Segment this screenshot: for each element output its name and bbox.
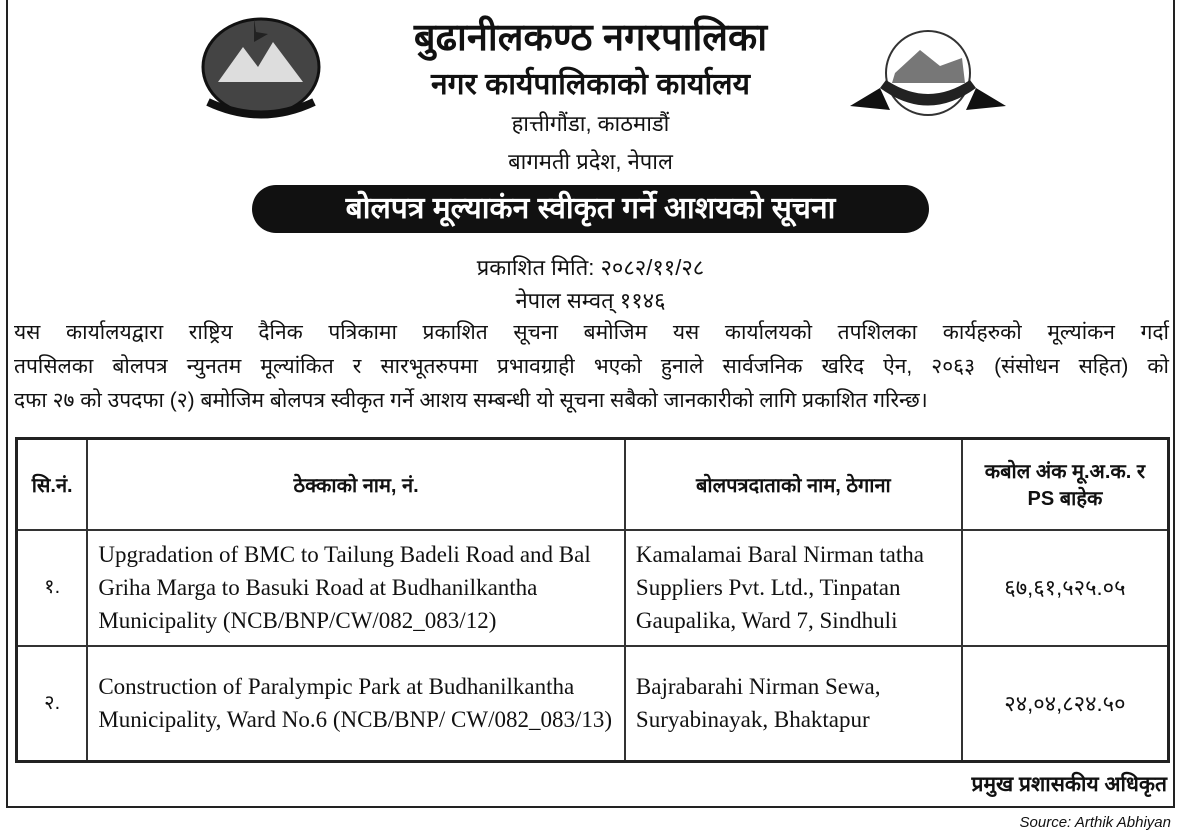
cell-sn: १. xyxy=(17,530,88,646)
bid-table xyxy=(15,437,1170,763)
cell-amount: ६७,६१,५२५.०५ xyxy=(962,530,1169,646)
cell-amount: २४,०४,८२४.५० xyxy=(962,646,1169,762)
source-credit: Source: Arthik Abhiyan xyxy=(1019,814,1171,831)
municipality-name: बुढानीलकण्ठ नगरपालिका xyxy=(413,17,768,59)
cell-sn: २. xyxy=(17,646,88,762)
table-row xyxy=(17,530,1169,646)
header-contract: ठेक्काको नाम, नं. xyxy=(87,439,625,530)
header-amount: कबोल अंक मू.अ.क. र PS बाहेक xyxy=(962,439,1169,530)
header-bidder: बोलपत्रदाताको नाम, ठेगाना xyxy=(625,439,962,530)
paragraph-line: यस कार्यालयद्वारा राष्ट्रिय दैनिक पत्रिकामा प्रकाशित सूचना बमोजिम यस कार्यालयको तपशिलका कार्यहरुको मूल्यांकन गर्दा xyxy=(14,321,1169,344)
cell-bidder: Kamalamai Baral Nirman tatha Suppliers Pvt. Ltd., Tinpatan Gaupalika, Ward 7, Sindhuli xyxy=(625,530,962,646)
cell-contract: Construction of Paralympic Park at Budhanilkantha Municipality, Ward No.6 (NCB/BNP/ CW/082_083/13) xyxy=(87,646,625,762)
address-line-1: हात्तीगौंडा, काठमाडौं xyxy=(511,111,670,136)
cell-contract: Upgradation of BMC to Tailung Badeli Road and Bal Griha Marga to Basuki Road at Budhanilkantha Municipality (NCB/BNP/CW/082_083/12) xyxy=(87,530,625,646)
header-sn: सि.नं. xyxy=(17,439,88,530)
cell-bidder: Bajrabarahi Nirman Sewa, Suryabinayak, Bhaktapur xyxy=(625,646,962,762)
office-name: नगर कार्यपालिकाको कार्यालय xyxy=(431,68,750,101)
table-header-row xyxy=(17,439,1169,530)
paragraph-line: दफा २७ को उपदफा (२) बमोजिम बोलपत्र स्वीकृत गर्ने आशय सम्बन्धी यो सूचना सबैको जानकारीको लागि प्रकाशित गरिन्छ। xyxy=(14,389,928,412)
nepal-sambat: नेपाल सम्वत् ११४६ xyxy=(515,288,666,313)
published-date: प्रकाशित मिति: २०८२/११/२८ xyxy=(476,255,705,280)
signatory-title: प्रमुख प्रशासकीय अधिकृत xyxy=(971,773,1167,796)
notice-heading: बोलपत्र मूल्याकंन स्वीकृत गर्ने आशयको सूचना xyxy=(252,185,929,233)
address-line-2: बागमती प्रदेश, नेपाल xyxy=(508,149,673,174)
notice-paragraph xyxy=(14,316,1169,418)
paragraph-line: तपसिलका बोलपत्र न्युनतम मूल्यांकित र सारभूतरुपमा प्रभावग्राही भएको हुनाले सार्वजनिक खरिद ऐन, २०६३ (संसोधन सहित) को xyxy=(14,355,1169,378)
table-row xyxy=(17,646,1169,762)
